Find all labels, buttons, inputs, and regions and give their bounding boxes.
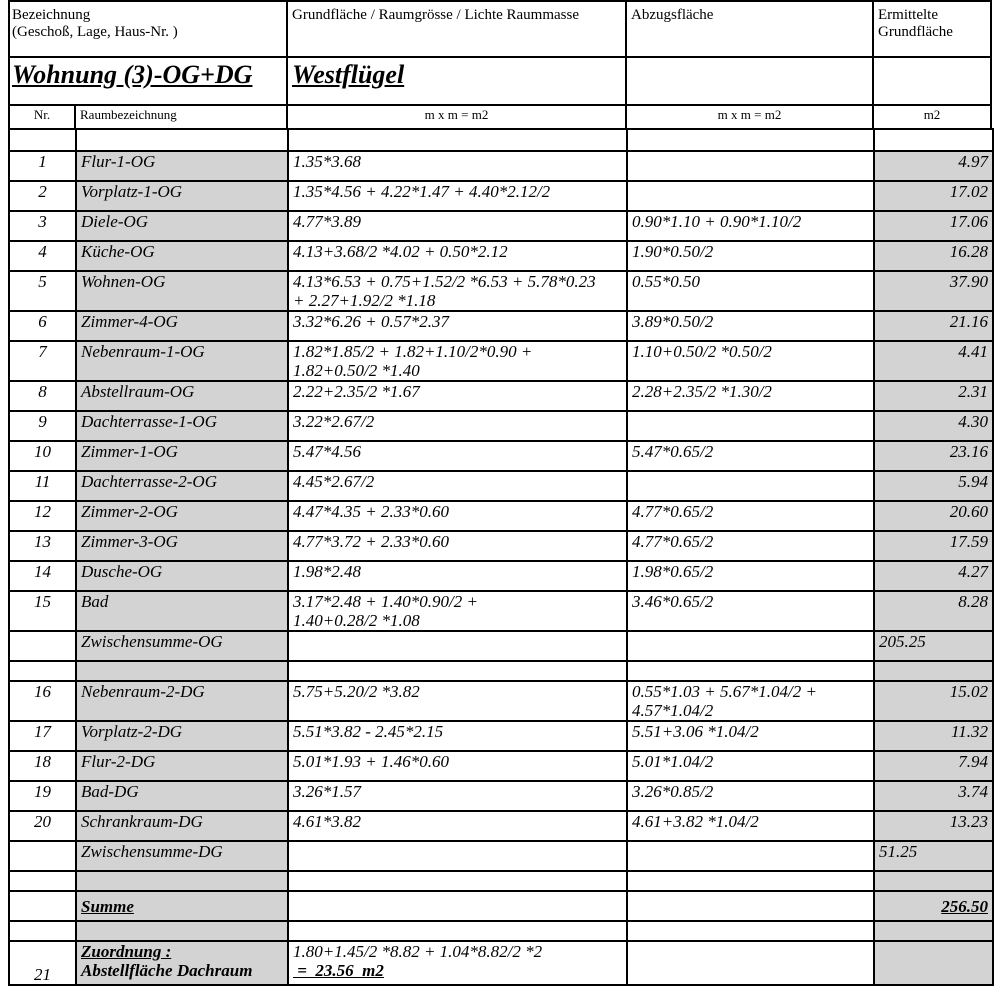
- spacer-cell: [288, 661, 627, 681]
- table-row: [9, 751, 993, 781]
- subheader-room: Raumbezeichnung: [80, 107, 177, 122]
- room-name: Nebenraum-1-OG: [76, 341, 288, 381]
- row-number: [9, 631, 76, 661]
- room-area: 4.97: [874, 151, 993, 181]
- row-number: 2: [9, 181, 76, 211]
- spacer-row: [9, 661, 993, 681]
- area-formula: 4.45*2.67/2: [288, 471, 627, 501]
- deduction-formula: 0.55*1.03 + 5.67*1.04/2 + 4.57*1.04/2: [627, 681, 874, 721]
- area-formula: 4.13+3.68/2 *4.02 + 0.50*2.12: [288, 241, 627, 271]
- deduction-formula: 3.26*0.85/2: [627, 781, 874, 811]
- assignment-formula-line1: 1.80+1.45/2 *8.82 + 1.04*8.82/2 *2: [293, 942, 543, 961]
- deduction-formula: 1.90*0.50/2: [627, 241, 874, 271]
- deduction-formula: 0.90*1.10 + 0.90*1.10/2: [627, 211, 874, 241]
- header-designation-label: Bezeichnung: [12, 7, 91, 23]
- area-formula: [288, 841, 627, 871]
- row-number: 1: [9, 151, 76, 181]
- room-area: 16.28: [874, 241, 993, 271]
- assignment-result: = 23.56 m2: [293, 961, 384, 980]
- room-name: Zimmer-2-OG: [76, 501, 288, 531]
- deduction-formula: 3.89*0.50/2: [627, 311, 874, 341]
- row-number: 17: [9, 721, 76, 751]
- spacer-cell: [76, 921, 288, 941]
- spacer-cell: [9, 661, 76, 681]
- header-floor-area: Grundfläche / Raumgrösse / Lichte Raummasse: [292, 7, 580, 23]
- deduction-formula: 1.98*0.65/2: [627, 561, 874, 591]
- assignment-label-line2: Abstellfläche Dachraum: [81, 961, 253, 980]
- table-row: [9, 411, 993, 441]
- room-area: 5.94: [874, 471, 993, 501]
- spacer-cell: [627, 921, 874, 941]
- spacer-cell: [874, 129, 993, 151]
- spacer-cell: [9, 871, 76, 891]
- room-name: Zimmer-3-OG: [76, 531, 288, 561]
- room-area: 2.31: [874, 381, 993, 411]
- room-area: 17.59: [874, 531, 993, 561]
- table-row: [9, 591, 993, 631]
- wing-title: Westflügel: [292, 60, 405, 89]
- subtotal-value: 51.25: [874, 841, 993, 871]
- table-row: [9, 181, 993, 211]
- row-number: [9, 891, 76, 921]
- spacer-cell: [627, 661, 874, 681]
- assignment-label: [76, 941, 288, 985]
- spacer-cell: [288, 129, 627, 151]
- room-area: 7.94: [874, 751, 993, 781]
- room-name: Wohnen-OG: [76, 271, 288, 311]
- room-area: 15.02: [874, 681, 993, 721]
- room-area: 17.02: [874, 181, 993, 211]
- header-determined-area-line1: Ermittelte: [878, 7, 938, 23]
- room-area: 11.32: [874, 721, 993, 751]
- room-area: 23.16: [874, 441, 993, 471]
- room-name: Flur-2-DG: [76, 751, 288, 781]
- spacer-cell: [288, 921, 627, 941]
- room-area: 13.23: [874, 811, 993, 841]
- header-designation-detail: (Geschoß, Lage, Haus-Nr. ): [12, 24, 178, 40]
- deduction-formula: 2.28+2.35/2 *1.30/2: [627, 381, 874, 411]
- room-area: 20.60: [874, 501, 993, 531]
- assignment-row: [9, 941, 993, 985]
- row-number: 6: [9, 311, 76, 341]
- table-row: [9, 781, 993, 811]
- spacer-cell: [874, 921, 993, 941]
- area-calculation-sheet: [8, 0, 992, 984]
- room-area: 21.16: [874, 311, 993, 341]
- spacer-cell: [76, 129, 288, 151]
- room-area: [874, 941, 993, 985]
- deduction-formula: 0.55*0.50: [627, 271, 874, 311]
- table-row: [9, 311, 993, 341]
- room-area: 17.06: [874, 211, 993, 241]
- room-name: Schrankraum-DG: [76, 811, 288, 841]
- table-row: [9, 561, 993, 591]
- deduction-formula: 4.61+3.82 *1.04/2: [627, 811, 874, 841]
- area-formula: 4.77*3.72 + 2.33*0.60: [288, 531, 627, 561]
- row-number: 12: [9, 501, 76, 531]
- room-name: Bad-DG: [76, 781, 288, 811]
- spacer-cell: [627, 871, 874, 891]
- header-deduction: Abzugsfläche: [631, 7, 714, 23]
- row-number: 3: [9, 211, 76, 241]
- area-formula: 5.47*4.56: [288, 441, 627, 471]
- area-formula: 4.13*6.53 + 0.75+1.52/2 *6.53 + 5.78*0.23 + 2.27+1.92/2 *1.18: [288, 271, 627, 311]
- room-name: Zimmer-1-OG: [76, 441, 288, 471]
- room-table-body: [9, 129, 993, 985]
- room-name: Küche-OG: [76, 241, 288, 271]
- deduction-formula: [627, 411, 874, 441]
- row-number: [9, 841, 76, 871]
- row-number: 16: [9, 681, 76, 721]
- room-name: Dachterrasse-1-OG: [76, 411, 288, 441]
- room-name: Diele-OG: [76, 211, 288, 241]
- row-number: 15: [9, 591, 76, 631]
- row-number: 10: [9, 441, 76, 471]
- subheader-nr: Nr.: [33, 107, 51, 122]
- row-number: 9: [9, 411, 76, 441]
- room-area: 8.28: [874, 591, 993, 631]
- row-number: 4: [9, 241, 76, 271]
- header-determined-area: [878, 7, 953, 41]
- table-row: [9, 501, 993, 531]
- header-block: [8, 0, 992, 130]
- spacer-cell: [288, 871, 627, 891]
- area-formula: 2.22+2.35/2 *1.67: [288, 381, 627, 411]
- deduction-formula: 4.77*0.65/2: [627, 531, 874, 561]
- area-formula: 3.32*6.26 + 0.57*2.37: [288, 311, 627, 341]
- area-formula: 3.17*2.48 + 1.40*0.90/2 + 1.40+0.28/2 *1.08: [288, 591, 627, 631]
- table-row: [9, 721, 993, 751]
- deduction-formula: 5.01*1.04/2: [627, 751, 874, 781]
- table-row: [9, 241, 993, 271]
- room-area: 4.41: [874, 341, 993, 381]
- subheader-formula-unit: m x m = m2: [424, 107, 489, 122]
- area-formula: [288, 891, 627, 921]
- room-name: Dachterrasse-2-OG: [76, 471, 288, 501]
- area-formula: 1.82*1.85/2 + 1.82+1.10/2*0.90 + 1.82+0.50/2 *1.40: [288, 341, 627, 381]
- room-area: 4.27: [874, 561, 993, 591]
- table-row: [9, 471, 993, 501]
- spacer-cell: [874, 871, 993, 891]
- spacer-cell: [627, 129, 874, 151]
- area-formula: 1.35*3.68: [288, 151, 627, 181]
- assignment-formula: [288, 941, 627, 985]
- table-row: [9, 681, 993, 721]
- room-name: Vorplatz-2-DG: [76, 721, 288, 751]
- row-number: 14: [9, 561, 76, 591]
- subtotal-row: [9, 841, 993, 871]
- row-number: 19: [9, 781, 76, 811]
- table-row: [9, 341, 993, 381]
- spacer-cell: [9, 129, 76, 151]
- row-number: 5: [9, 271, 76, 311]
- deduction-formula: 3.46*0.65/2: [627, 591, 874, 631]
- table-row: [9, 811, 993, 841]
- table-row: [9, 151, 993, 181]
- spacer-cell: [76, 661, 288, 681]
- room-name: Flur-1-OG: [76, 151, 288, 181]
- deduction-formula: [627, 631, 874, 661]
- room-name: Abstellraum-OG: [76, 381, 288, 411]
- total-value: 256.50: [874, 891, 993, 921]
- row-number: 11: [9, 471, 76, 501]
- unit-title: Wohnung (3)-OG+DG: [12, 60, 253, 89]
- room-area: 4.30: [874, 411, 993, 441]
- total-row: [9, 891, 993, 921]
- area-formula: 3.26*1.57: [288, 781, 627, 811]
- subheader-area-unit: m2: [923, 107, 941, 122]
- room-name: Bad: [76, 591, 288, 631]
- row-number: 13: [9, 531, 76, 561]
- deduction-formula: 4.77*0.65/2: [627, 501, 874, 531]
- area-formula: 4.77*3.89: [288, 211, 627, 241]
- deduction-formula: [627, 151, 874, 181]
- area-formula: 4.47*4.35 + 2.33*0.60: [288, 501, 627, 531]
- area-formula: 5.01*1.93 + 1.46*0.60: [288, 751, 627, 781]
- table-row: [9, 381, 993, 411]
- spacer-row: [9, 921, 993, 941]
- subtotal-value: 205.25: [874, 631, 993, 661]
- table-row: [9, 211, 993, 241]
- deduction-formula: 5.51+3.06 *1.04/2: [627, 721, 874, 751]
- header-determined-area-line2: Grundfläche: [878, 24, 953, 40]
- subtotal-row: [9, 631, 993, 661]
- header-designation: [12, 7, 178, 41]
- deduction-formula: [627, 841, 874, 871]
- table-row: [9, 531, 993, 561]
- table-row: [9, 441, 993, 471]
- room-name: Nebenraum-2-DG: [76, 681, 288, 721]
- room-name: Zimmer-4-OG: [76, 311, 288, 341]
- total-label: Summe: [76, 891, 288, 921]
- spacer-row: [9, 129, 993, 151]
- room-name: Vorplatz-1-OG: [76, 181, 288, 211]
- area-formula: 5.51*3.82 - 2.45*2.15: [288, 721, 627, 751]
- spacer-cell: [76, 871, 288, 891]
- table-row: [9, 271, 993, 311]
- room-area: 37.90: [874, 271, 993, 311]
- deduction-formula: [627, 941, 874, 985]
- deduction-formula: 5.47*0.65/2: [627, 441, 874, 471]
- area-formula: 3.22*2.67/2: [288, 411, 627, 441]
- room-name: Zwischensumme-DG: [76, 841, 288, 871]
- spacer-cell: [9, 921, 76, 941]
- row-number: 8: [9, 381, 76, 411]
- row-number: 7: [9, 341, 76, 381]
- row-number: 20: [9, 811, 76, 841]
- spacer-cell: [874, 661, 993, 681]
- room-name: Dusche-OG: [76, 561, 288, 591]
- room-table: [8, 128, 994, 986]
- row-number: 21: [9, 941, 76, 985]
- deduction-formula: [627, 891, 874, 921]
- assignment-label-line1: Zuordnung :: [81, 942, 172, 961]
- area-formula: [288, 631, 627, 661]
- room-name: Zwischensumme-OG: [76, 631, 288, 661]
- spacer-row: [9, 871, 993, 891]
- area-formula: 1.35*4.56 + 4.22*1.47 + 4.40*2.12/2: [288, 181, 627, 211]
- row-number: 18: [9, 751, 76, 781]
- area-formula: 5.75+5.20/2 *3.82: [288, 681, 627, 721]
- deduction-formula: [627, 181, 874, 211]
- deduction-formula: 1.10+0.50/2 *0.50/2: [627, 341, 874, 381]
- deduction-formula: [627, 471, 874, 501]
- area-formula: 1.98*2.48: [288, 561, 627, 591]
- area-formula: 4.61*3.82: [288, 811, 627, 841]
- room-area: 3.74: [874, 781, 993, 811]
- subheader-deduction-unit: m x m = m2: [717, 107, 782, 122]
